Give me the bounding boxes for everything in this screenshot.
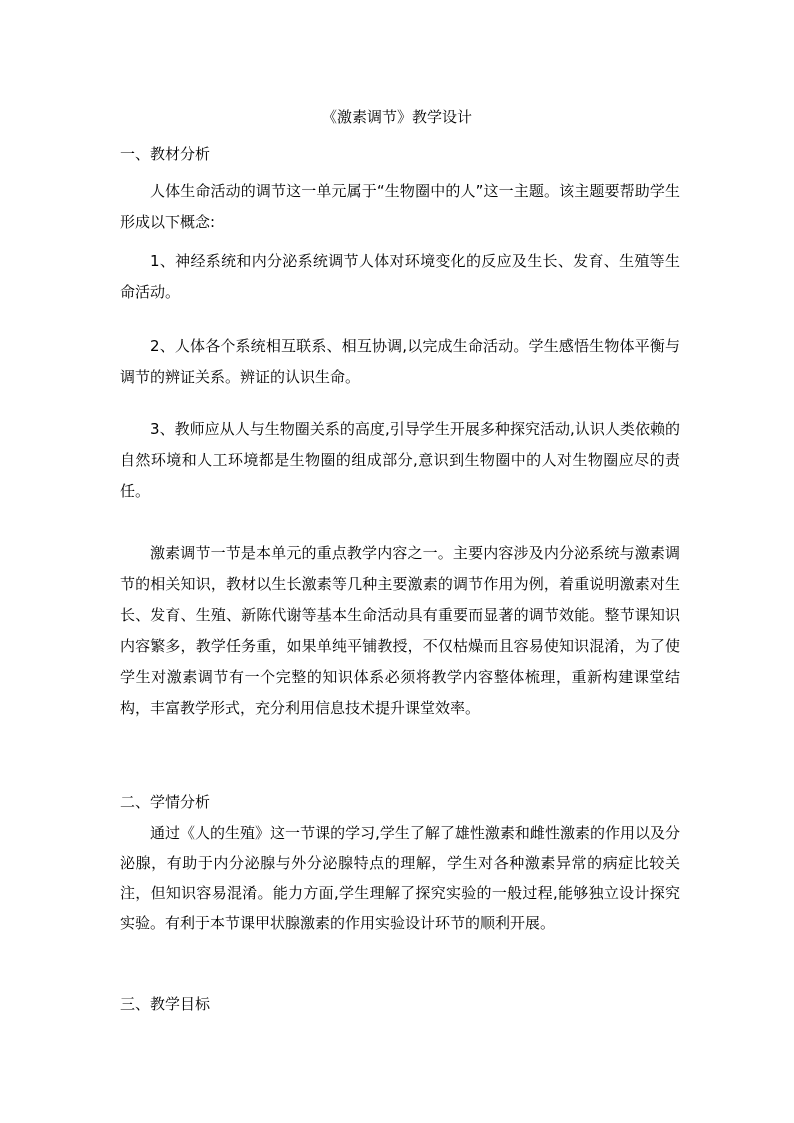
section-heading-teaching-objectives: 三、教学目标 [120, 995, 211, 1013]
paragraph-concept-3: 3、教师应从人与生物圈关系的高度,引导学生开展多种探究活动,认识人类依赖的自然环境和人工环境都是生物圈的组成部分,意识到生物圈中的人对生物圈应尽的责任。 [120, 420, 680, 500]
paragraph-intro: 人体生命活动的调节这一单元属于“生物圈中的人”这一主题。该主题要帮助学生形成以下概念: [120, 182, 680, 231]
paragraph-hormone-regulation: 激素调节一节是本单元的重点教学内容之一。主要内容涉及内分泌系统与激素调节的相关知识，教材以生长激素等几种主要激素的调节作用为例，着重说明激素对生长、发育、生殖、新陈代谢等基本生命活动具有重要而显著的调节效能。整节课知识内容繁多，教学任务重，如果单纯平铺教授，不仅枯燥而且容易使知识混淆，为了使学生对激素调节有一个完整的知识体系必须将教学内容整体梳理，重新构建课堂结构，丰富教学形式，充分利用信息技术提升课堂效率。 [120, 544, 680, 717]
document-title: 《激素调节》教学设计 [321, 108, 472, 126]
section-heading-textbook-analysis: 一、教材分析 [120, 145, 211, 163]
paragraph-learner-analysis: 通过《人的生殖》这一节课的学习,学生了解了雄性激素和雌性激素的作用以及分泌腺，有助于内分泌腺与外分泌腺特点的理解，学生对各种激素异常的病症比较关注，但知识容易混淆。能力方面,学生理解了探究实验的一般过程,能够独立设计探究实验。有利于本节课甲状腺激素的作用实验设计环节的顺利开展。 [120, 824, 680, 932]
paragraph-concept-1: 1、神经系统和内分泌系统调节人体对环境变化的反应及生长、发育、生殖等生命活动。 [120, 252, 680, 301]
paragraph-concept-2: 2、人体各个系统相互联系、相互协调,以完成生命活动。学生感悟生物体平衡与调节的辨证关系。辨证的认识生命。 [120, 337, 680, 386]
section-heading-learner-analysis: 二、学情分析 [120, 793, 211, 811]
